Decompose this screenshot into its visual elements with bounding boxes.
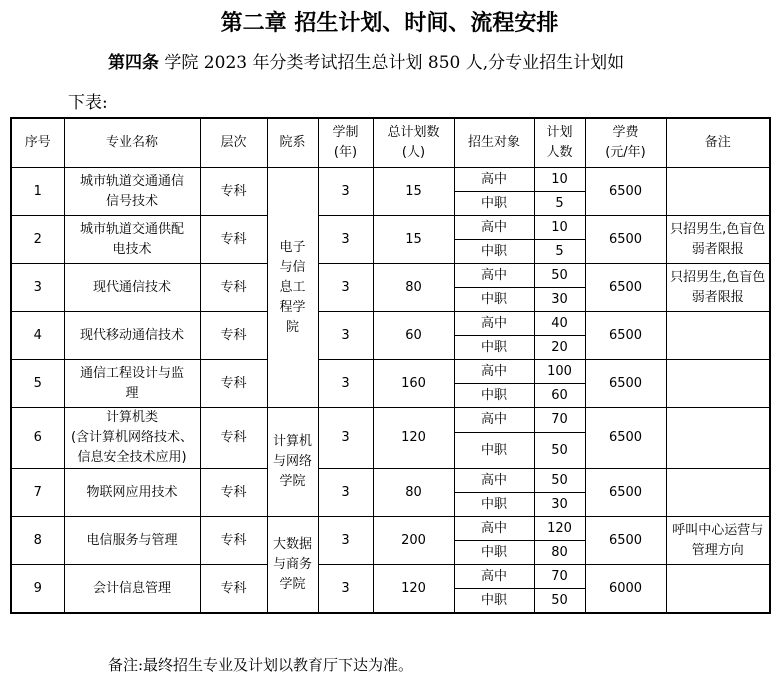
remark-line: 只招男生,色盲色 <box>670 221 766 237</box>
dept-line: 计算机 <box>272 434 312 449</box>
table-row <box>11 469 770 493</box>
remark-line: 呼叫中心运营与 <box>672 522 764 538</box>
cell-count: 120 <box>534 517 585 541</box>
cell-fee: 6500 <box>585 517 666 565</box>
dept-line: 息工 <box>279 279 306 295</box>
cell-target: 高中 <box>454 408 534 433</box>
header-total <box>373 118 454 168</box>
major-line: 信号技术 <box>105 193 158 209</box>
cell-major <box>64 168 200 216</box>
cell-remark <box>666 469 770 517</box>
cell-target: 高中 <box>454 264 534 288</box>
cell-seq: 9 <box>11 565 64 614</box>
cell-level: 专科 <box>200 469 267 517</box>
cell-total: 120 <box>373 408 454 469</box>
cell-major: 现代通信技术 <box>64 264 200 312</box>
major-line: 电技术 <box>112 241 152 257</box>
cell-fee: 6500 <box>585 360 666 408</box>
major-line: 通信工程设计与监 <box>79 365 184 381</box>
header-dept: 院系 <box>267 118 318 168</box>
cell-remark <box>666 517 770 565</box>
cell-total: 15 <box>373 168 454 216</box>
cell-duration: 3 <box>318 517 373 565</box>
cell-count: 40 <box>534 312 585 336</box>
cell-major: 现代移动通信技术 <box>64 312 200 360</box>
article-paragraph <box>108 48 624 73</box>
cell-count: 20 <box>534 336 585 360</box>
header-remark: 备注 <box>666 118 770 168</box>
cell-count: 50 <box>534 264 585 288</box>
cell-count: 70 <box>534 408 585 433</box>
remark-line: 只招男生,色盲色 <box>670 269 766 285</box>
cell-duration: 3 <box>318 312 373 360</box>
cell-dept-computer <box>267 408 318 517</box>
cell-target: 中职 <box>454 541 534 565</box>
cell-target: 高中 <box>454 312 534 336</box>
header-duration-line2: (年) <box>333 145 358 160</box>
header-count-line2: 人数 <box>546 145 573 160</box>
chapter-title: 第二章 招生计划、时间、流程安排 <box>220 10 559 36</box>
cell-total: 60 <box>373 312 454 360</box>
table-row <box>11 264 770 288</box>
cell-major: 电信服务与管理 <box>64 517 200 565</box>
cell-count: 50 <box>534 469 585 493</box>
cell-seq: 4 <box>11 312 64 360</box>
cell-duration: 3 <box>318 469 373 517</box>
cell-duration: 3 <box>318 565 373 614</box>
cell-count: 70 <box>534 565 585 589</box>
cell-level: 专科 <box>200 360 267 408</box>
table-row <box>11 312 770 336</box>
article-label: 第四条 <box>108 53 159 73</box>
remark-line: 弱者限报 <box>691 241 744 257</box>
cell-duration: 3 <box>318 360 373 408</box>
cell-target: 中职 <box>454 240 534 264</box>
cell-seq: 5 <box>11 360 64 408</box>
cell-total: 15 <box>373 216 454 264</box>
cell-count: 50 <box>534 433 585 469</box>
table-row <box>11 517 770 541</box>
dept-line: 电子 <box>279 239 306 255</box>
table-header-row <box>11 118 770 168</box>
cell-target: 高中 <box>454 565 534 589</box>
enrollment-plan-table <box>10 117 771 614</box>
cell-seq: 3 <box>11 264 64 312</box>
cell-seq: 7 <box>11 469 64 517</box>
dept-line: 与网络 <box>272 454 312 469</box>
cell-seq: 6 <box>11 408 64 469</box>
cell-remark <box>666 168 770 216</box>
cell-seq: 1 <box>11 168 64 216</box>
cell-target: 高中 <box>454 360 534 384</box>
cell-total: 80 <box>373 469 454 517</box>
cell-major <box>64 216 200 264</box>
cell-major: 物联网应用技术 <box>64 469 200 517</box>
cell-target: 高中 <box>454 216 534 240</box>
header-duration-line1: 学制 <box>332 125 359 140</box>
cell-duration: 3 <box>318 408 373 469</box>
dept-line: 大数据 <box>272 536 312 552</box>
cell-fee: 6500 <box>585 408 666 469</box>
cell-fee: 6500 <box>585 312 666 360</box>
cell-count: 30 <box>534 493 585 517</box>
cell-total: 80 <box>373 264 454 312</box>
dept-line: 院 <box>285 319 299 335</box>
major-line: 计算机类 <box>105 410 158 425</box>
cell-level: 专科 <box>200 408 267 469</box>
cell-remark <box>666 565 770 614</box>
cell-level: 专科 <box>200 312 267 360</box>
cell-duration: 3 <box>318 264 373 312</box>
remark-line: 管理方向 <box>691 542 744 558</box>
header-duration <box>318 118 373 168</box>
cell-count: 60 <box>534 384 585 408</box>
header-level: 层次 <box>200 118 267 168</box>
cell-count: 50 <box>534 589 585 614</box>
cell-remark <box>666 312 770 360</box>
cell-fee: 6500 <box>585 216 666 264</box>
cell-seq: 2 <box>11 216 64 264</box>
major-line: 城市轨道交通供配 <box>79 221 184 237</box>
dept-line: 与商务 <box>272 556 312 572</box>
header-target: 招生对象 <box>454 118 534 168</box>
cell-major <box>64 408 200 469</box>
cell-level: 专科 <box>200 565 267 614</box>
header-count-line1: 计划 <box>546 125 573 140</box>
cell-count: 10 <box>534 168 585 192</box>
cell-remark <box>666 264 770 312</box>
cell-remark <box>666 360 770 408</box>
header-fee-line2: (元/年) <box>605 145 646 160</box>
dept-line: 程学 <box>279 299 306 315</box>
cell-duration: 3 <box>318 216 373 264</box>
cell-count: 30 <box>534 288 585 312</box>
remark-line: 弱者限报 <box>691 289 744 305</box>
table-row <box>11 360 770 384</box>
header-total-line2: (人) <box>401 145 426 160</box>
cell-remark <box>666 216 770 264</box>
header-fee <box>585 118 666 168</box>
article-text: 学院 2023 年分类考试招生总计划 850 人,分专业招生计划如 <box>159 53 625 73</box>
major-line: (含计算机网络技术、 <box>70 430 194 445</box>
cell-count: 10 <box>534 216 585 240</box>
cell-count: 5 <box>534 192 585 216</box>
dept-line: 与信 <box>279 259 306 275</box>
cell-count: 80 <box>534 541 585 565</box>
cell-remark <box>666 408 770 469</box>
cell-target: 高中 <box>454 517 534 541</box>
major-line: 理 <box>125 385 139 401</box>
cell-target: 中职 <box>454 384 534 408</box>
dept-line: 学院 <box>279 576 306 592</box>
cell-level: 专科 <box>200 216 267 264</box>
dept-line: 学院 <box>279 474 306 489</box>
cell-level: 专科 <box>200 264 267 312</box>
cell-dept-bigdata <box>267 517 318 614</box>
cell-count: 100 <box>534 360 585 384</box>
cell-fee: 6500 <box>585 168 666 216</box>
cell-target: 高中 <box>454 469 534 493</box>
cell-total: 200 <box>373 517 454 565</box>
cell-major: 会计信息管理 <box>64 565 200 614</box>
cell-fee: 6500 <box>585 264 666 312</box>
table-row <box>11 565 770 589</box>
cell-major <box>64 360 200 408</box>
cell-level: 专科 <box>200 517 267 565</box>
table-row <box>11 168 770 192</box>
article-continuation: 下表: <box>68 93 108 113</box>
header-fee-line1: 学费 <box>612 125 639 140</box>
cell-target: 中职 <box>454 493 534 517</box>
header-count <box>534 118 585 168</box>
header-total-line1: 总计划数 <box>387 125 440 140</box>
cell-target: 中职 <box>454 288 534 312</box>
cell-count: 5 <box>534 240 585 264</box>
cell-target: 中职 <box>454 336 534 360</box>
major-line: 城市轨道交通通信 <box>79 173 184 189</box>
cell-duration: 3 <box>318 168 373 216</box>
major-line: 信息安全技术应用) <box>77 450 187 465</box>
cell-target: 中职 <box>454 433 534 469</box>
cell-target: 中职 <box>454 589 534 614</box>
footnote: 备注:最终招生专业及计划以教育厅下达为准。 <box>108 656 414 674</box>
cell-total: 160 <box>373 360 454 408</box>
cell-target: 中职 <box>454 192 534 216</box>
cell-target: 高中 <box>454 168 534 192</box>
cell-level: 专科 <box>200 168 267 216</box>
header-seq: 序号 <box>11 118 64 168</box>
table-row <box>11 408 770 433</box>
table-row <box>11 216 770 240</box>
header-major: 专业名称 <box>64 118 200 168</box>
cell-dept-electronics <box>267 168 318 408</box>
cell-total: 120 <box>373 565 454 614</box>
cell-seq: 8 <box>11 517 64 565</box>
cell-fee: 6000 <box>585 565 666 614</box>
cell-fee: 6500 <box>585 469 666 517</box>
